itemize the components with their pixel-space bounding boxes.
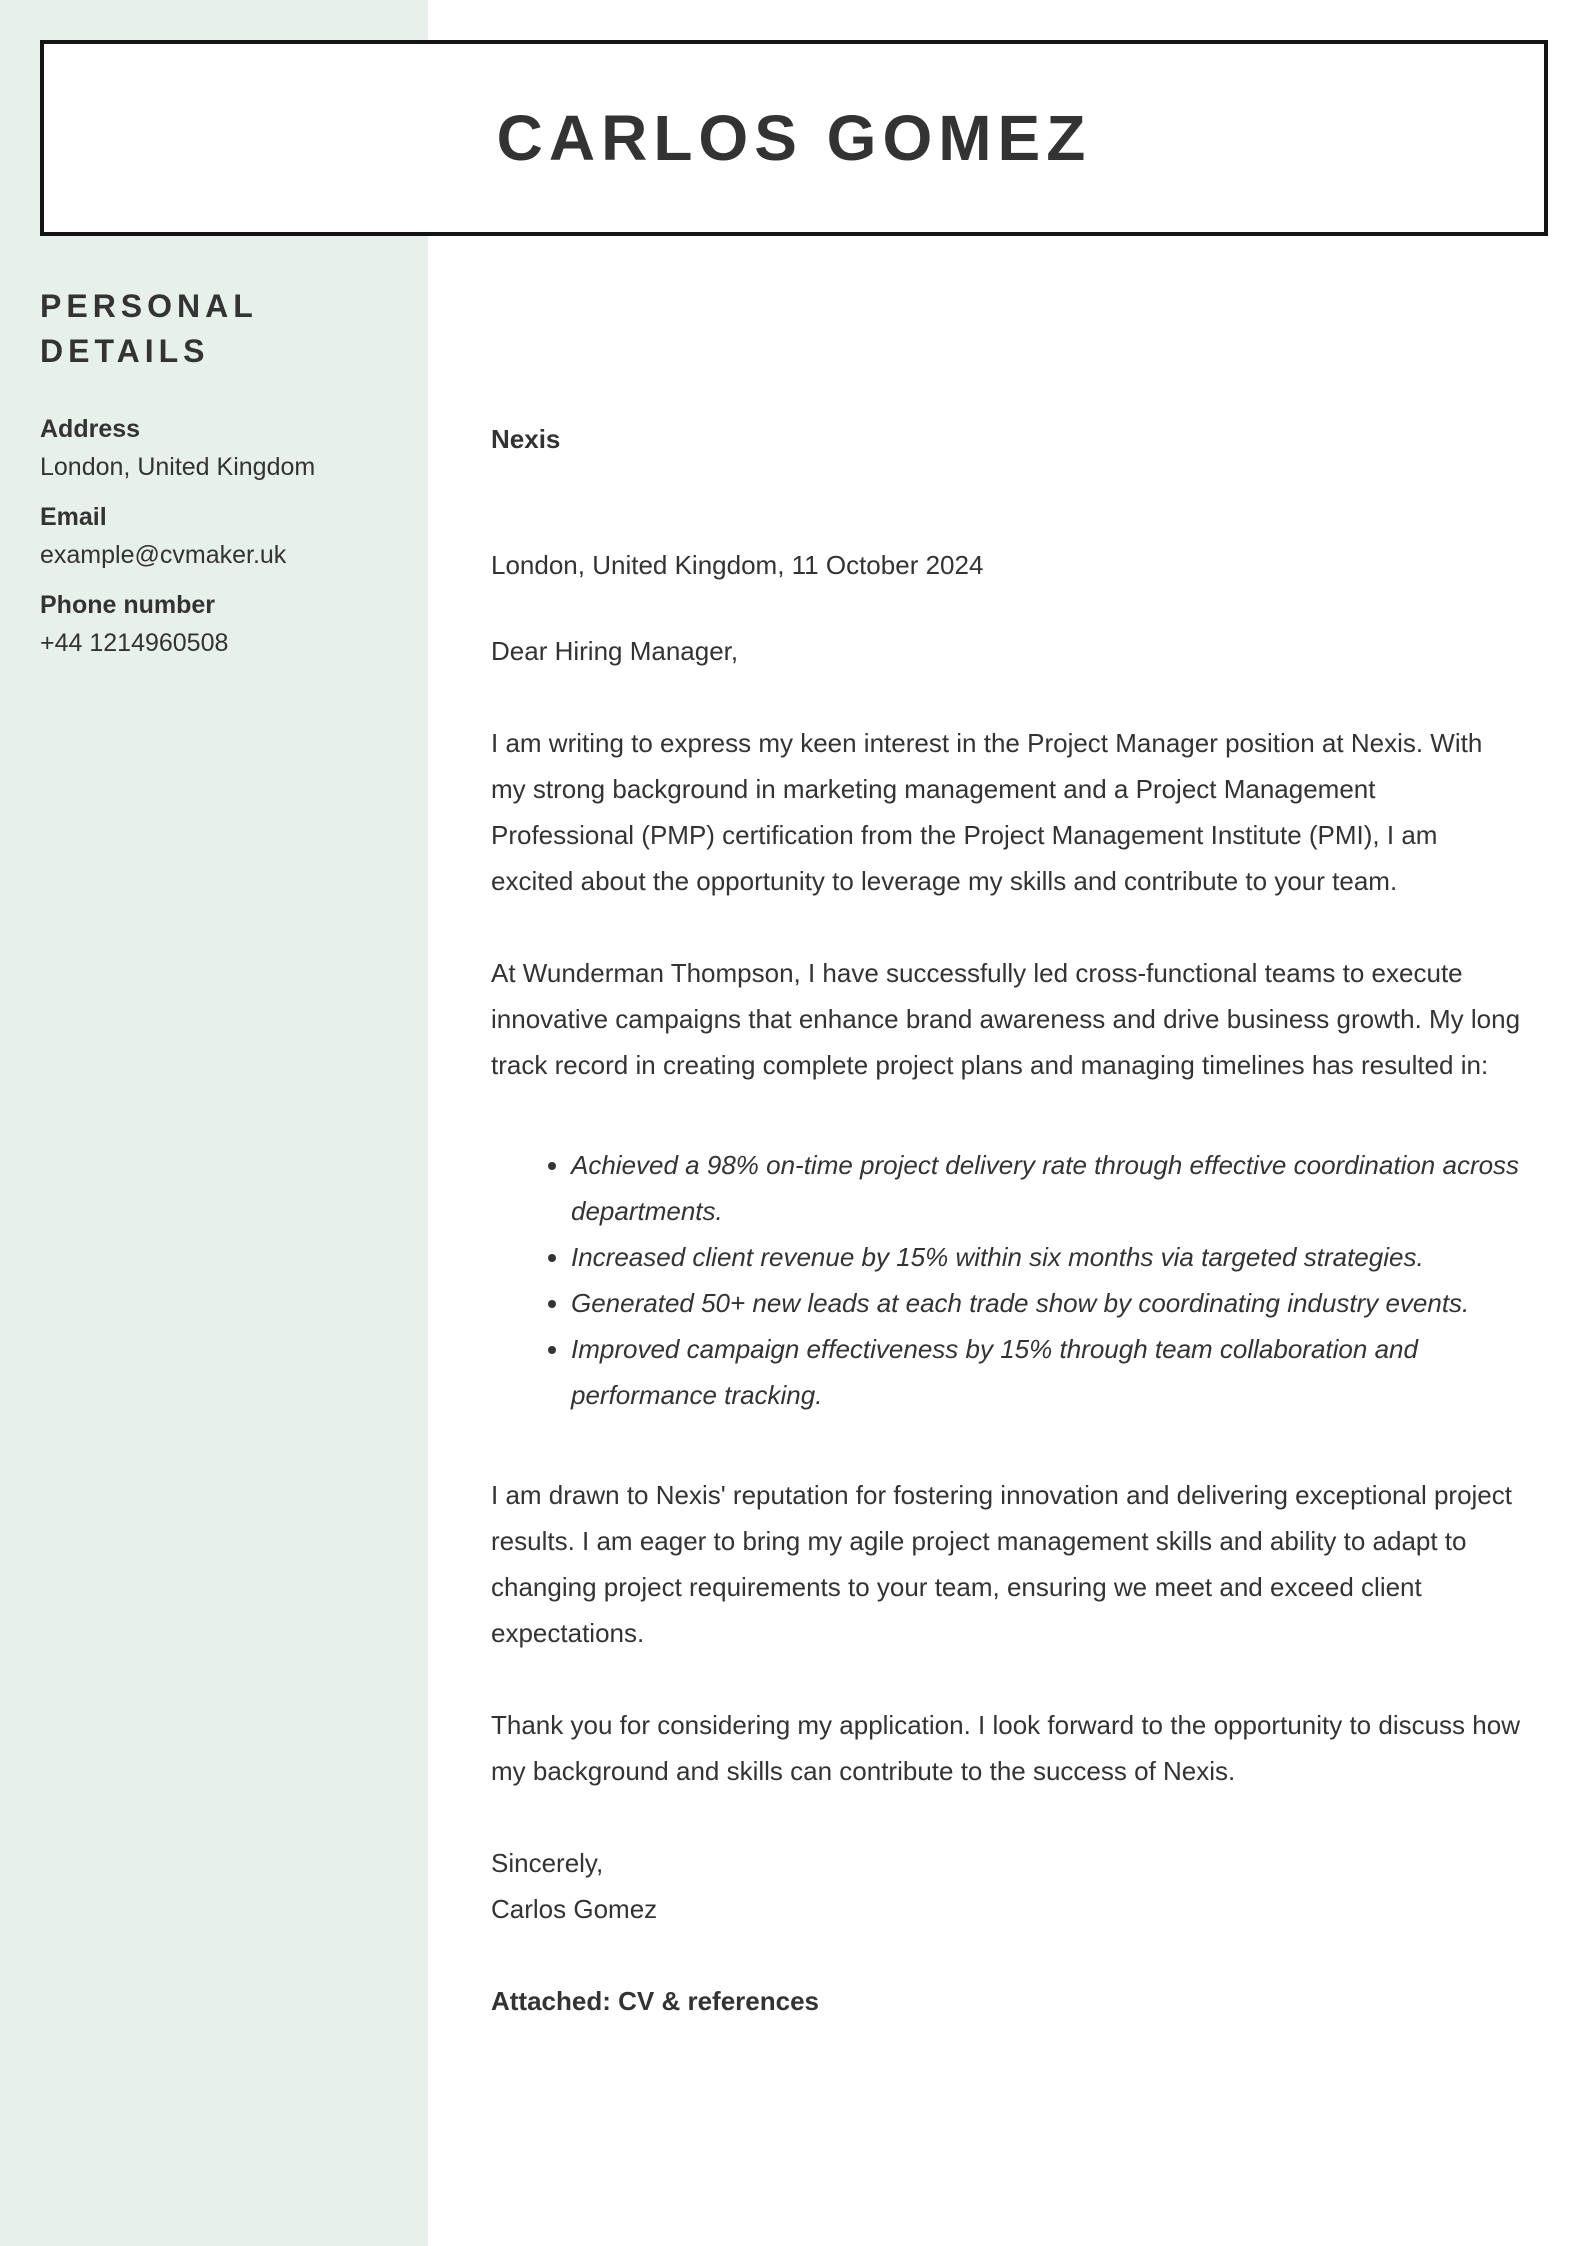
signature-name: Carlos Gomez	[491, 1894, 658, 1924]
personal-details	[40, 284, 400, 674]
achievements-list	[491, 1142, 1521, 1418]
name-header	[40, 40, 1548, 236]
letter-body	[491, 416, 1521, 2024]
achievement-item: • Increased client revenue by 15% within six months via targeted strategies.	[571, 1234, 1521, 1280]
achievement-item: • Achieved a 98% on-time project delivery rate through effective coordination across departments.	[571, 1142, 1521, 1234]
paragraph-intro: I am writing to express my keen interest in the Project Manager position at Nexis. With my strong background in marketing management and a Project Management Professional (PMP) certification from the Project Management Institute (PMI), I am excited about the opportunity to leverage my skills and contribute to your team.	[491, 728, 1483, 896]
achievement-item: • Improved campaign effectiveness by 15% through team collaboration and performance tracking.	[571, 1326, 1521, 1418]
email-item	[40, 498, 400, 574]
paragraph-thanks: Thank you for considering my application. I look forward to the opportunity to discuss how my background and skills can contribute to the success of Nexis.	[491, 1710, 1520, 1786]
phone-value: +44 1214960508	[40, 629, 229, 657]
email-label: Email	[40, 503, 107, 531]
sign-off: Sincerely,	[491, 1848, 604, 1878]
paragraph-motivation: I am drawn to Nexis' reputation for fostering innovation and delivering exceptional project results. I am eager to bring my agile project management skills and ability to adapt to changing project requirements to your team, ensuring we meet and exceed client expectations.	[491, 1480, 1512, 1648]
paragraph-experience: At Wunderman Thompson, I have successfully led cross-functional teams to execute innovative campaigns that enhance brand awareness and drive business growth. My long track record in creating complete project plans and managing timelines has resulted in:	[491, 958, 1521, 1080]
email-value: example@cvmaker.uk	[40, 541, 287, 569]
address-label: Address	[40, 415, 141, 443]
recipient: Nexis	[491, 424, 561, 454]
greeting: Dear Hiring Manager,	[491, 636, 739, 666]
date-line: London, United Kingdom, 11 October 2024	[491, 550, 984, 580]
address-item	[40, 410, 400, 486]
attachments-note: Attached: CV & references	[491, 1986, 819, 2016]
achievement-item: • Generated 50+ new leads at each trade show by coordinating industry events.	[571, 1280, 1521, 1326]
address-value: London, United Kingdom	[40, 453, 316, 481]
phone-label: Phone number	[40, 591, 216, 619]
phone-item	[40, 586, 400, 662]
candidate-name: CARLOS GOMEZ	[496, 102, 1092, 174]
personal-details-heading: PERSONAL DETAILS	[40, 288, 258, 369]
